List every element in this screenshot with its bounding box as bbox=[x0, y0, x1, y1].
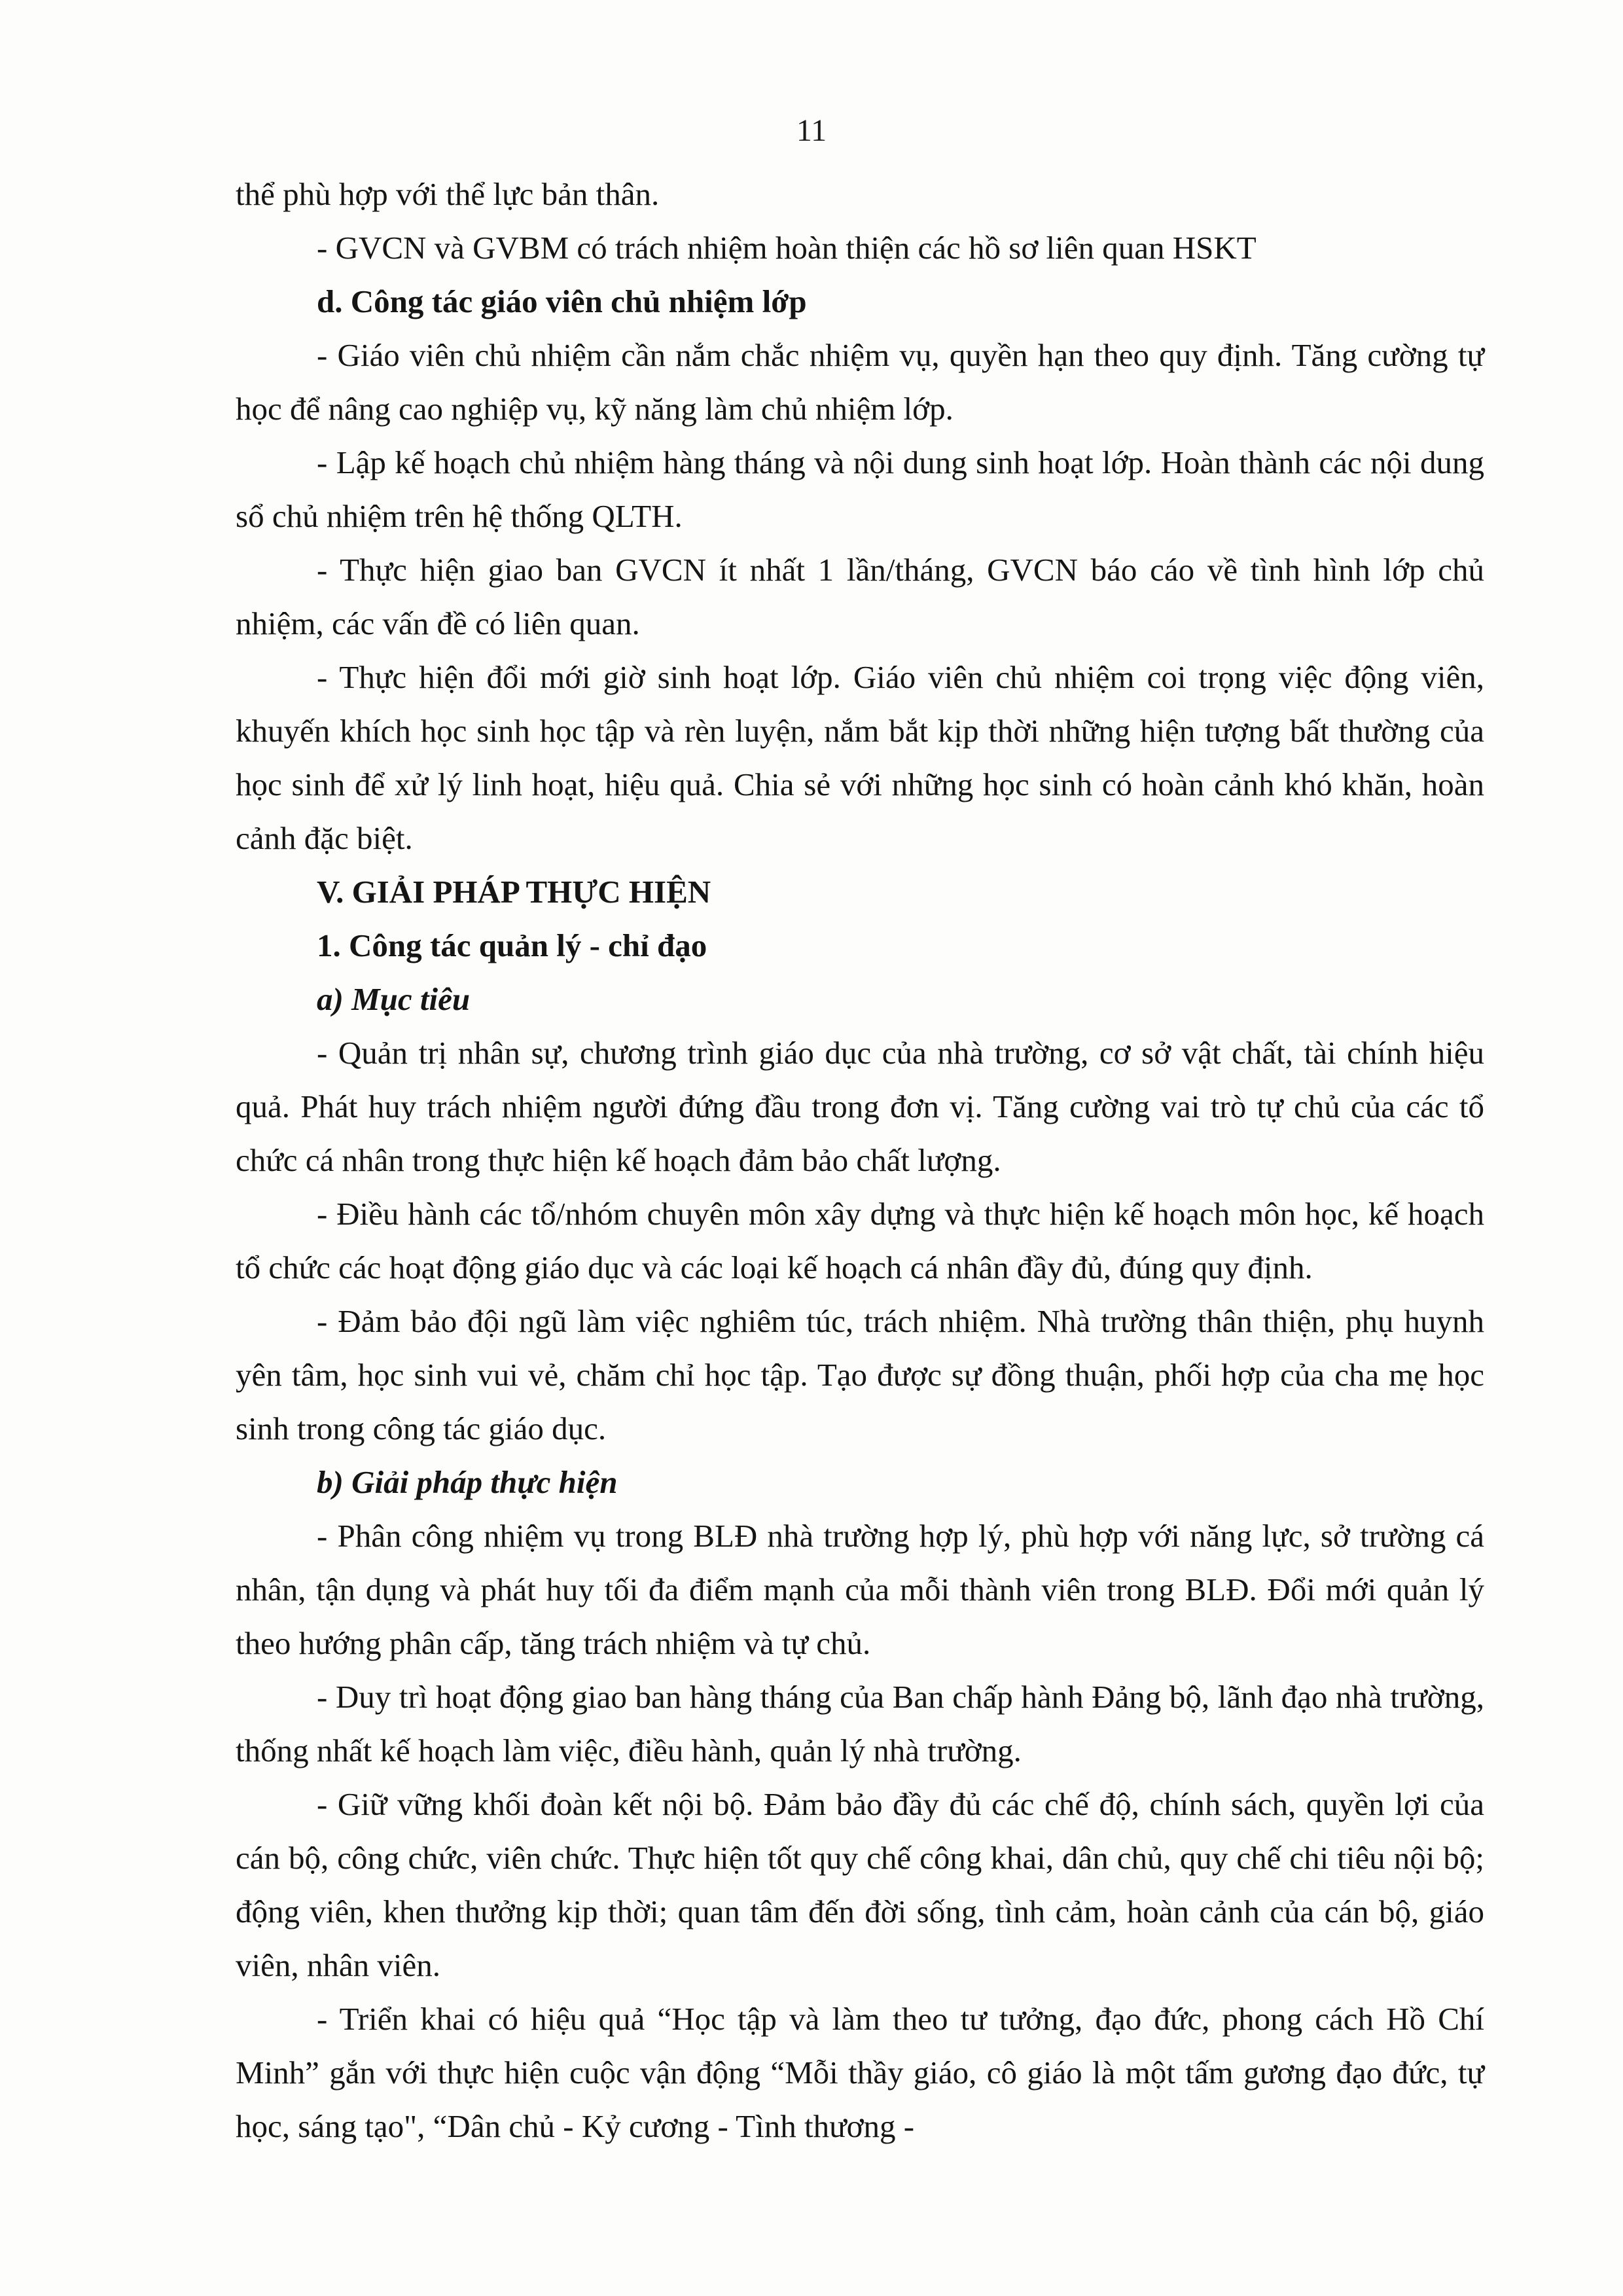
paragraph-staff: - Đảm bảo đội ngũ làm việc nghiêm túc, trách nhiệm. Nhà trường thân thiện, phụ huynh yên tâm, học sinh vui vẻ, chăm chỉ học tập. Tạo được sự đồng thuận, phối hợp của cha mẹ học sinh trong công tác giáo dục. bbox=[236, 1303, 1484, 1446]
subheading-objectives: a) Mục tiêu bbox=[317, 981, 471, 1017]
paragraph-campaign: - Triển khai có hiệu quả “Học tập và làm theo tư tưởng, đạo đức, phong cách Hồ Chí Minh” gắn với thực hiện cuộc vận động “Mỗi thầy giáo, cô giáo là một tấm gương đạo đức, tự học, sáng tạo", “Dân chủ - Kỷ cương - Tình thương - bbox=[236, 2001, 1484, 2144]
paragraph-homeroom-meeting: - Thực hiện giao ban GVCN ít nhất 1 lần/tháng, GVCN báo cáo về tình hình lớp chủ nhiệm, các vấn đề có liên quan. bbox=[236, 552, 1484, 641]
section-heading-homeroom: d. Công tác giáo viên chủ nhiệm lớp bbox=[317, 283, 807, 319]
page-number: 11 bbox=[796, 113, 827, 148]
paragraph-homeroom-plan: - Lập kế hoạch chủ nhiệm hàng tháng và nội dung sinh hoạt lớp. Hoàn thành các nội dung sổ chủ nhiệm trên hệ thống QLTH. bbox=[236, 444, 1484, 534]
paragraph-monthly-meeting: - Duy trì hoạt động giao ban hàng tháng của Ban chấp hành Đảng bộ, lãnh đạo nhà trường, thống nhất kế hoạch làm việc, điều hành, quản lý nhà trường. bbox=[236, 1679, 1484, 1768]
paragraph-hskt-records: - GVCN và GVBM có trách nhiệm hoàn thiện các hồ sơ liên quan HSKT bbox=[317, 230, 1257, 266]
subheading-implementation: b) Giải pháp thực hiện bbox=[317, 1464, 618, 1500]
paragraph-homeroom-duties: - Giáo viên chủ nhiệm cần nắm chắc nhiệm vụ, quyền hạn theo quy định. Tăng cường tự học để nâng cao nghiệp vụ, kỹ năng làm chủ nhiệm lớp. bbox=[236, 337, 1484, 427]
paragraph-assignment: - Phân công nhiệm vụ trong BLĐ nhà trường hợp lý, phù hợp với năng lực, sở trường cá nhân, tận dụng và phát huy tối đa điểm mạnh của mỗi thành viên trong BLĐ. Đổi mới quản lý theo hướng phân cấp, tăng trách nhiệm và tự chủ. bbox=[236, 1518, 1484, 1661]
paragraph-teams: - Điều hành các tổ/nhóm chuyên môn xây dựng và thực hiện kế hoạch môn học, kế hoạch tổ chức các hoạt động giáo dục và các loại kế hoạch cá nhân đầy đủ, đúng quy định. bbox=[236, 1196, 1484, 1285]
section-heading-solutions: V. GIẢI PHÁP THỰC HIỆN bbox=[317, 874, 711, 910]
paragraph-class-activity: - Thực hiện đổi mới giờ sinh hoạt lớp. Giáo viên chủ nhiệm coi trọng việc động viên, khuyến khích học sinh học tập và rèn luyện, nắm bắt kịp thời những hiện tượng bất thường của học sinh để xử lý linh hoạt, hiệu quả. Chia sẻ với những học sinh có hoàn cảnh khó khăn, hoàn cảnh đặc biệt. bbox=[236, 659, 1484, 856]
paragraph-solidarity: - Giữ vững khối đoàn kết nội bộ. Đảm bảo đầy đủ các chế độ, chính sách, quyền lợi của cán bộ, công chức, viên chức. Thực hiện tốt quy chế công khai, dân chủ, quy chế chi tiêu nội bộ; động viên, khen thưởng kịp thời; quan tâm đến đời sống, tình cảm, hoàn cảnh của cán bộ, giáo viên, nhân viên. bbox=[236, 1786, 1484, 1983]
paragraph-continuation: thể phù hợp với thể lực bản thân. bbox=[236, 176, 660, 212]
body-text bbox=[236, 168, 1484, 2153]
section-heading-management: 1. Công tác quản lý - chỉ đạo bbox=[317, 927, 707, 963]
paragraph-governance: - Quản trị nhân sự, chương trình giáo dục của nhà trường, cơ sở vật chất, tài chính hiệu quả. Phát huy trách nhiệm người đứng đầu trong đơn vị. Tăng cường vai trò tự chủ của các tổ chức cá nhân trong thực hiện kế hoạch đảm bảo chất lượng. bbox=[236, 1035, 1484, 1178]
